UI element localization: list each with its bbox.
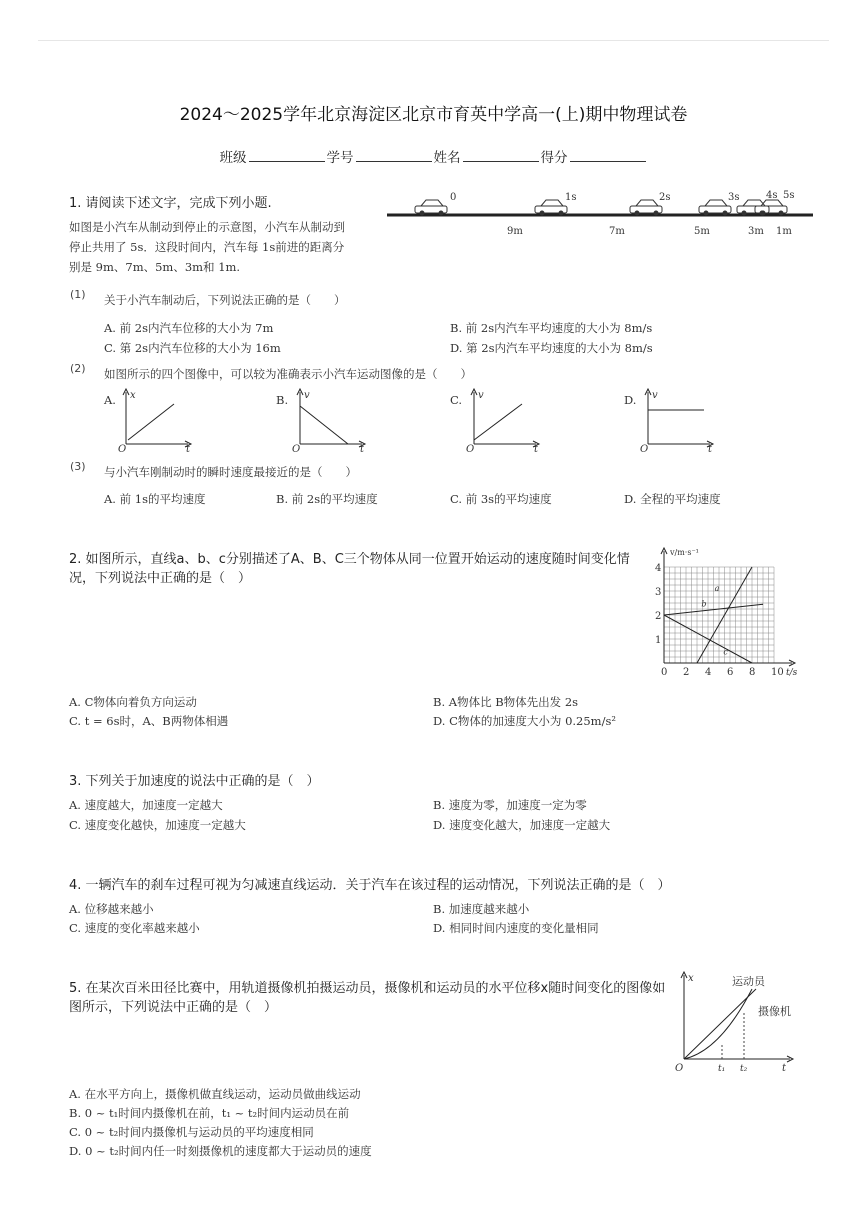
option: A. 速度越大，加速度一定越大 bbox=[69, 798, 223, 812]
option-label: A. bbox=[104, 393, 116, 407]
axis-label: t bbox=[186, 444, 191, 452]
x-axis-label: t/s bbox=[786, 668, 798, 678]
origin-label: O bbox=[292, 444, 301, 452]
origin-label: O bbox=[466, 444, 475, 452]
axis-label: v bbox=[652, 390, 658, 401]
option: C. 前 3s的平均速度 bbox=[450, 492, 552, 506]
q1-sub1-number: (1) bbox=[70, 288, 86, 301]
origin-label: O bbox=[118, 444, 127, 452]
option: B. 加速度越来越小 bbox=[433, 902, 530, 916]
axis-label: t bbox=[534, 444, 539, 452]
axis-label: x bbox=[688, 973, 694, 984]
axis-label: t bbox=[360, 444, 365, 452]
origin-label: O bbox=[675, 1063, 684, 1074]
page-title: 2024～2025学年北京海淀区北京市育英中学高一(上)期中物理试卷 bbox=[179, 105, 688, 125]
distance-mark: 5m bbox=[694, 226, 710, 237]
y-tick-label: 3 bbox=[655, 587, 662, 598]
option: A. 前 1s的平均速度 bbox=[104, 492, 206, 506]
graph-a bbox=[114, 386, 194, 452]
q2-stem: 2. 如图所示，直线a、b、c分别描述了A、B、C三个物体从同一位置开始运动的速度随时间变化情 bbox=[69, 552, 630, 567]
q4-stem: 4. 一辆汽车的刹车过程可视为匀减速直线运动．关于汽车在该过程的运动情况，下列说法正确的是（ ） bbox=[69, 878, 671, 893]
car-icon bbox=[755, 200, 787, 216]
car-icon bbox=[415, 200, 447, 216]
option: C. 速度变化越快，加速度一定越大 bbox=[69, 818, 246, 832]
car-icon bbox=[699, 200, 731, 216]
distance-mark: 1m bbox=[776, 226, 792, 237]
student-info-line bbox=[0, 146, 867, 166]
x-tick-label: 10 bbox=[771, 667, 784, 678]
y-tick-label: 1 bbox=[655, 635, 662, 646]
time-mark: 0 bbox=[450, 192, 457, 203]
graph-c bbox=[462, 386, 542, 452]
q1-passage-line: 如图是小汽车从制动到停止的示意图，小汽车从制动到 bbox=[69, 220, 345, 234]
axis-label: x bbox=[130, 390, 136, 401]
distance-mark: 7m bbox=[609, 226, 625, 237]
option: C. 0 ~ t₂时间内摄像机与运动员的平均速度相同 bbox=[69, 1125, 314, 1139]
t1-label: t₁ bbox=[718, 1064, 726, 1074]
q1-passage-line: 别是 9m、7m、5m、3m和 1m. bbox=[69, 260, 241, 274]
camera-label: 摄像机 bbox=[758, 1005, 791, 1018]
option: A. 前 2s内汽车位移的大小为 7m bbox=[104, 321, 274, 335]
q5-stem: 图所示，下列说法中正确的是（ ） bbox=[69, 1000, 278, 1015]
q1-sub2-number: (2) bbox=[70, 362, 86, 375]
option: B. 前 2s的平均速度 bbox=[276, 492, 378, 506]
x-tick-label: 0 bbox=[661, 667, 668, 678]
q2-vt-chart bbox=[652, 545, 802, 681]
number-label: 学号 bbox=[326, 150, 354, 166]
option: A. 在水平方向上，摄像机做直线运动，运动员做曲线运动 bbox=[69, 1087, 361, 1101]
car-icon bbox=[630, 200, 662, 216]
option: A. C物体向着负方向运动 bbox=[69, 695, 197, 709]
score-blank bbox=[570, 149, 646, 162]
distance-mark: 9m bbox=[507, 226, 523, 237]
option: D. C物体的加速度大小为 0.25m/s² bbox=[433, 714, 616, 728]
option: B. A物体比 B物体先出发 2s bbox=[433, 695, 579, 709]
option: D. 第 2s内汽车平均速度的大小为 8m/s bbox=[450, 341, 653, 355]
runner-label: 运动员 bbox=[732, 975, 765, 988]
option: D. 相同时间内速度的变化量相同 bbox=[433, 921, 599, 935]
score-label: 得分 bbox=[540, 150, 568, 166]
q5-xt-graph bbox=[672, 967, 800, 1075]
x-tick-label: 2 bbox=[683, 667, 690, 678]
y-tick-label: 4 bbox=[655, 563, 662, 574]
axis-label: v bbox=[478, 390, 484, 401]
option: B. 0 ~ t₁时间内摄像机在前，t₁ ~ t₂时间内运动员在前 bbox=[69, 1106, 350, 1120]
q1-stem: 1. 请阅读下述文字，完成下列小题. bbox=[69, 196, 272, 211]
series-label: b bbox=[701, 599, 707, 609]
graph-d bbox=[636, 386, 716, 452]
option-label: C. bbox=[450, 393, 463, 407]
option: D. 速度变化越大，加速度一定越大 bbox=[433, 818, 611, 832]
option: C. t = 6s时，A、B两物体相遇 bbox=[69, 714, 229, 728]
top-divider bbox=[38, 40, 829, 41]
option-label: B. bbox=[276, 393, 289, 407]
time-mark: 1s bbox=[565, 192, 577, 203]
distance-mark: 3m bbox=[748, 226, 764, 237]
q5-stem: 5. 在某次百米田径比赛中，用轨道摄像机拍摄运动员，摄像机和运动员的水平位移x随时间变化的图像如 bbox=[69, 981, 666, 996]
class-label: 班级 bbox=[219, 150, 247, 166]
q1-sub3-number: (3) bbox=[70, 460, 86, 473]
option: D. 全程的平均速度 bbox=[624, 492, 721, 506]
option: C. 速度的变化率越来越小 bbox=[69, 921, 200, 935]
x-tick-label: 4 bbox=[705, 667, 712, 678]
q1-sub2-text: 如图所示的四个图像中，可以较为准确表示小汽车运动图像的是（ ） bbox=[104, 367, 472, 381]
time-mark: 3s bbox=[728, 192, 740, 203]
series-label: a bbox=[714, 584, 720, 593]
car-icon bbox=[535, 200, 567, 216]
name-blank bbox=[463, 149, 539, 162]
time-mark: 4s bbox=[766, 190, 778, 201]
q1-sub3-text: 与小汽车刚制动时的瞬时速度最接近的是（ ） bbox=[104, 465, 357, 479]
q1-passage-line: 停止共用了 5s．这段时间内，汽车每 1s前进的距离分 bbox=[69, 240, 345, 254]
camera-line bbox=[684, 989, 756, 1059]
q1-sub1-text: 关于小汽车制动后，下列说法正确的是（ ） bbox=[104, 293, 346, 307]
q3-stem: 3. 下列关于加速度的说法中正确的是（ ） bbox=[69, 774, 320, 789]
axis-label: t bbox=[782, 1063, 787, 1074]
axis-label: v bbox=[304, 390, 310, 401]
name-label: 姓名 bbox=[433, 150, 461, 166]
graph-b bbox=[288, 386, 368, 452]
origin-label: O bbox=[640, 444, 649, 452]
q1-car-figure bbox=[385, 186, 815, 242]
q2-stem: 况，下列说法中正确的是（ ） bbox=[69, 571, 252, 586]
number-blank bbox=[356, 149, 432, 162]
x-tick-label: 8 bbox=[749, 667, 756, 678]
time-mark: 2s bbox=[659, 192, 671, 203]
y-tick-label: 2 bbox=[655, 611, 662, 622]
option: D. 0 ~ t₂时间内任一时刻摄像机的速度都大于运动员的速度 bbox=[69, 1144, 372, 1158]
t2-label: t₂ bbox=[740, 1064, 748, 1074]
class-blank bbox=[249, 149, 325, 162]
x-tick-label: 6 bbox=[727, 667, 734, 678]
option: C. 第 2s内汽车位移的大小为 16m bbox=[104, 341, 281, 355]
y-axis-label: v/m·s⁻¹ bbox=[670, 548, 699, 557]
option: A. 位移越来越小 bbox=[69, 902, 154, 916]
series-label: c bbox=[723, 647, 728, 657]
option: B. 前 2s内汽车平均速度的大小为 8m/s bbox=[450, 321, 653, 335]
time-mark: 5s bbox=[783, 190, 795, 201]
axis-label: t bbox=[708, 444, 713, 452]
option: B. 速度为零，加速度一定为零 bbox=[433, 798, 587, 812]
option-label: D. bbox=[624, 393, 637, 407]
